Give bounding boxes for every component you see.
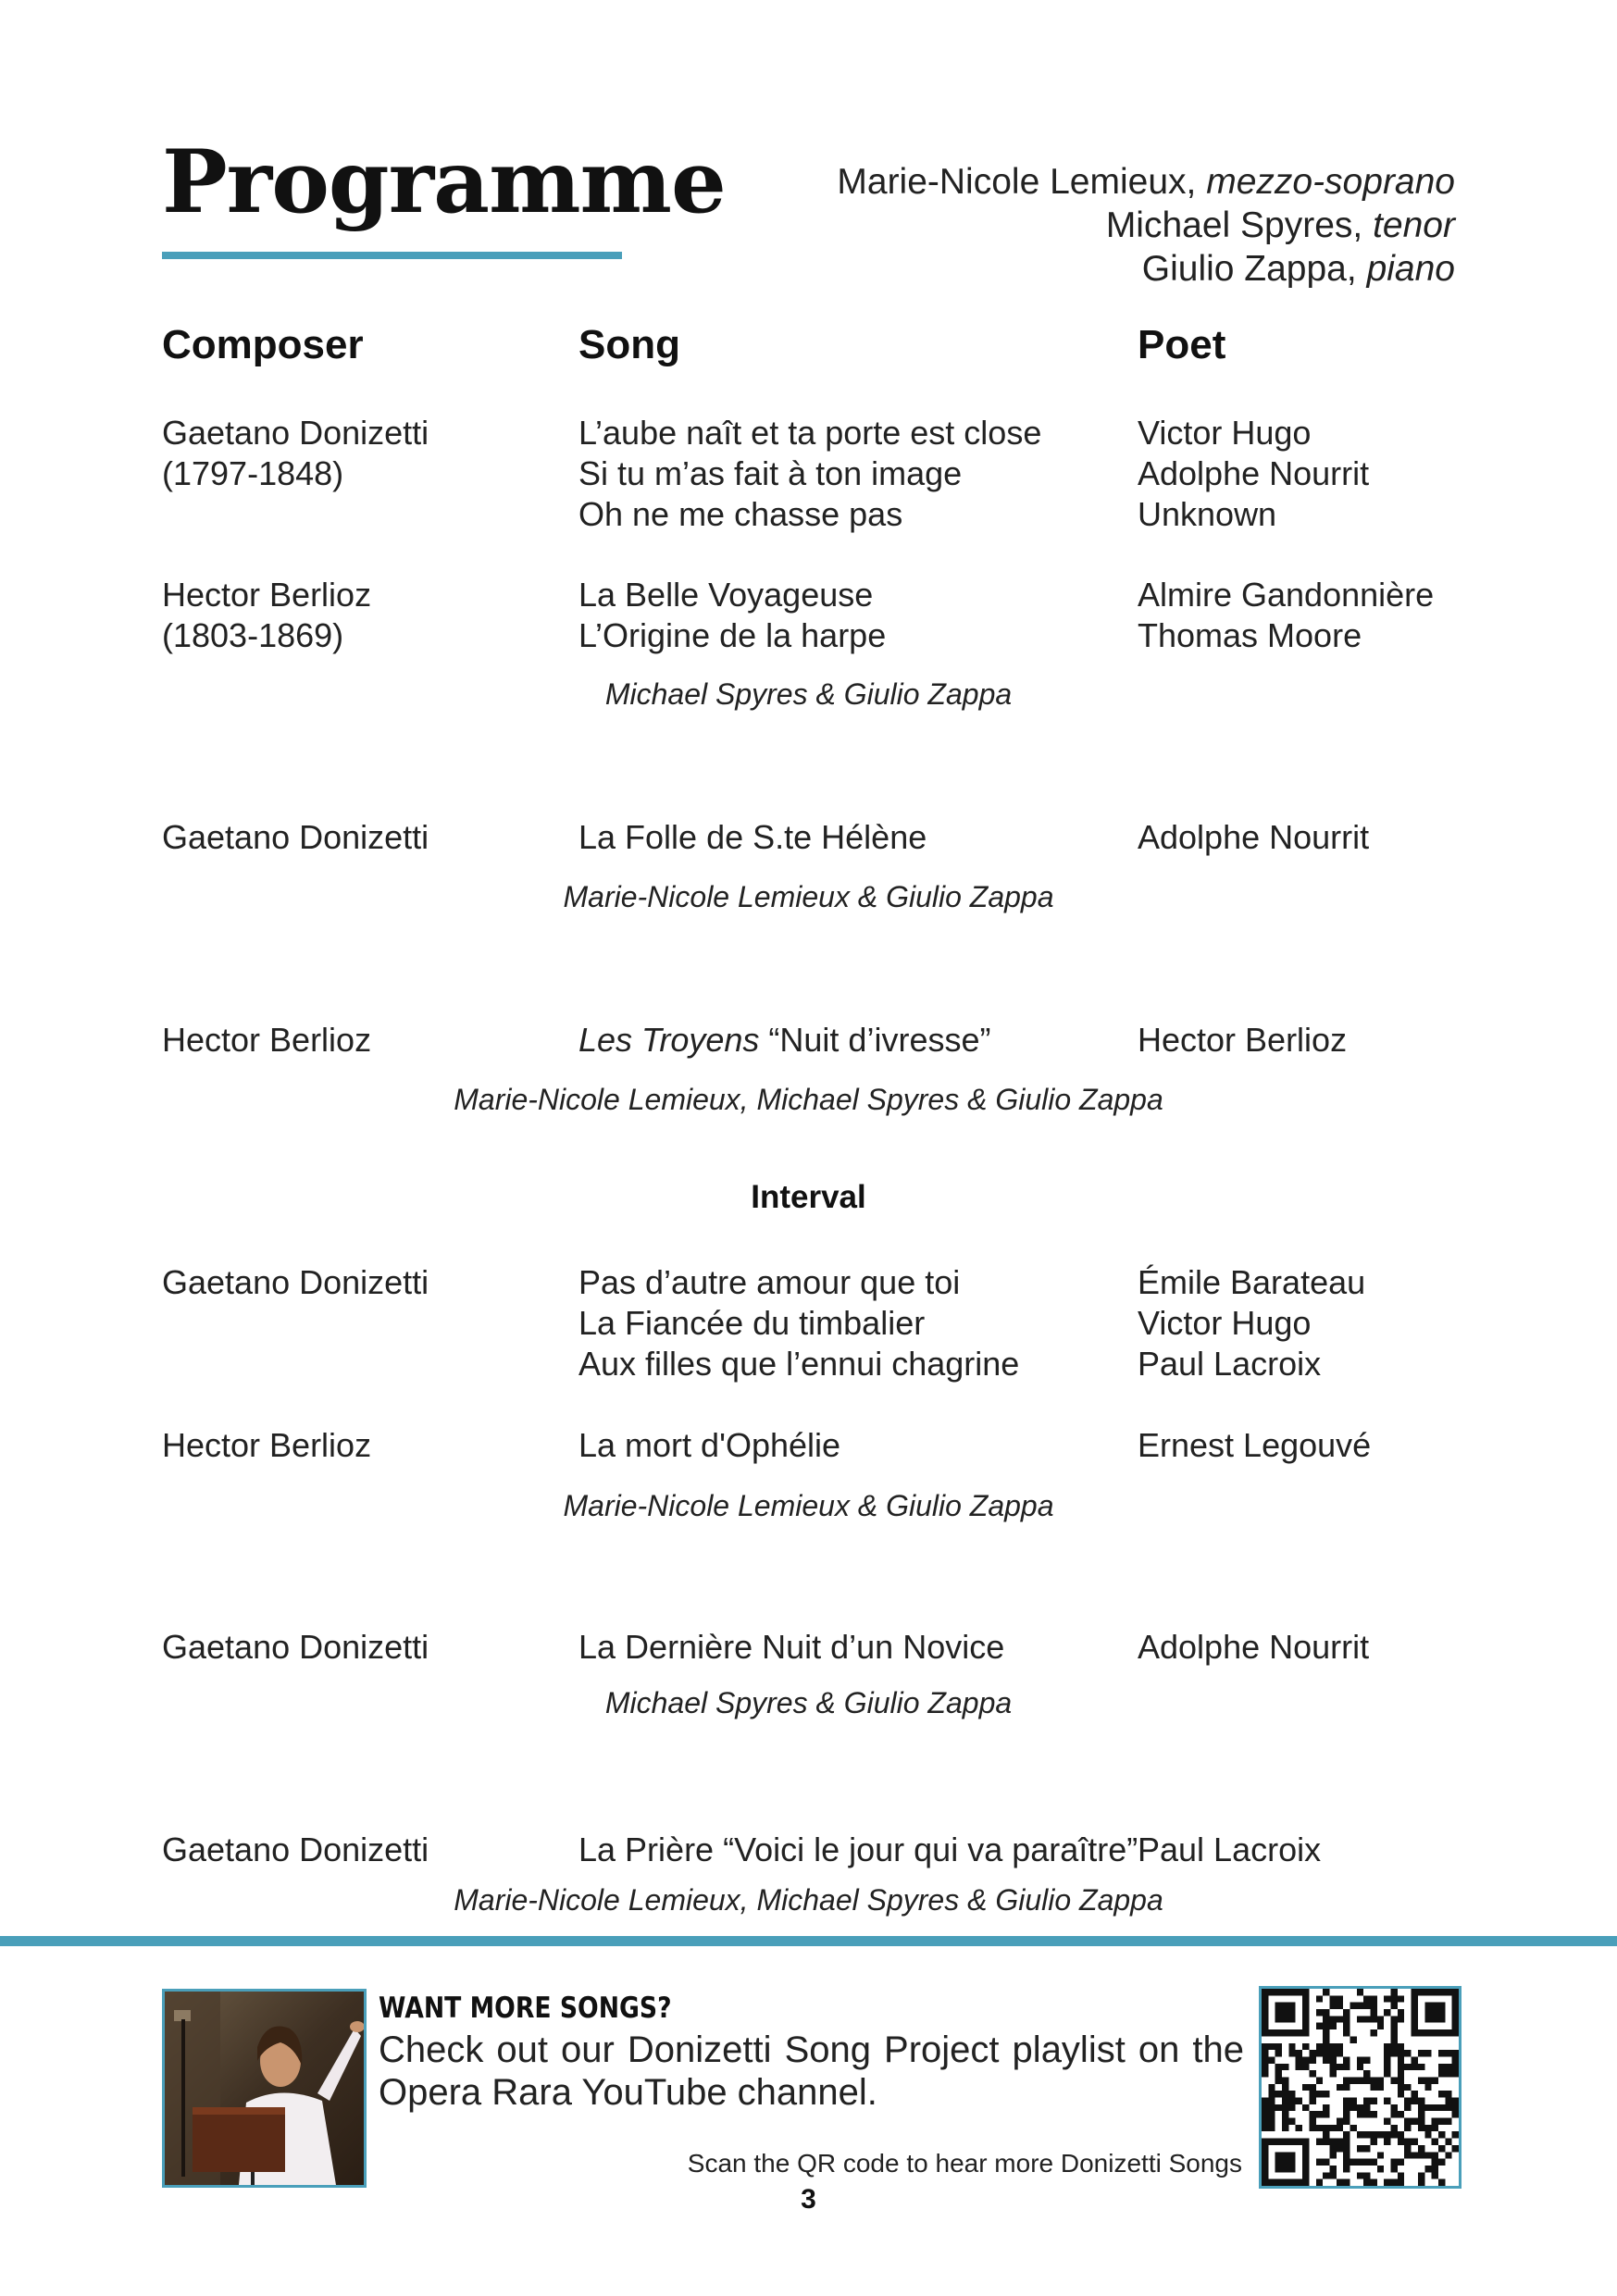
column-header-poet: Poet xyxy=(1138,322,1226,367)
title-underline xyxy=(162,252,622,259)
performer-credit: Michael Spyres & Giulio Zappa xyxy=(604,1686,1013,1719)
promo-heading: WANT MORE SONGS? xyxy=(379,1992,672,2025)
performer-credit: Michael Spyres & Giulio Zappa xyxy=(604,677,1013,711)
qr-caption: Scan the QR code to hear more Donizetti Songs xyxy=(687,2149,1242,2178)
poet-cell: Almire Gandonnière Thomas Moore xyxy=(1138,576,1435,654)
column-header-composer: Composer xyxy=(162,322,364,367)
poet-cell: Émile Barateau Victor Hugo Paul Lacroix xyxy=(1138,1263,1366,1383)
composer-cell: Gaetano Donizetti xyxy=(162,1628,429,1666)
performer-credit: Marie-Nicole Lemieux, Michael Spyres & Giulio Zappa xyxy=(454,1083,1163,1116)
poet-cell: Victor Hugo Adolphe Nourrit Unknown xyxy=(1138,414,1370,533)
performer-line: Giulio Zappa, piano xyxy=(1141,249,1455,289)
composer-cell: Gaetano Donizetti (1797-1848) xyxy=(162,414,429,492)
song-cell: La Belle Voyageuse L’Origine de la harpe xyxy=(578,576,887,654)
performer-credit: Marie-Nicole Lemieux, Michael Spyres & Giulio Zappa xyxy=(454,1883,1163,1917)
page-number: 3 xyxy=(801,2184,816,2215)
composer-cell: Gaetano Donizetti xyxy=(162,818,429,856)
poet-cell: Hector Berlioz xyxy=(1138,1021,1348,1059)
song-cell: Les Troyens “Nuit d’ivresse” xyxy=(578,1021,991,1059)
poet-cell: Adolphe Nourrit xyxy=(1138,1628,1370,1666)
footer-divider xyxy=(0,1936,1617,1946)
performer-credit: Marie-Nicole Lemieux & Giulio Zappa xyxy=(563,880,1054,913)
song-cell: La Folle de S.te Hélène xyxy=(578,818,927,856)
qr-code-image xyxy=(1262,1989,1459,2186)
performer-line: Marie-Nicole Lemieux, mezzo-soprano xyxy=(837,162,1455,202)
song-cell: La Prière “Voici le jour qui va paraître” xyxy=(578,1831,1138,1868)
song-cell: La mort d'Ophélie xyxy=(578,1426,841,1464)
performer-credit: Marie-Nicole Lemieux & Giulio Zappa xyxy=(563,1489,1054,1522)
performer-line: Michael Spyres, tenor xyxy=(1105,205,1455,245)
composer-cell: Hector Berlioz xyxy=(162,1426,372,1464)
column-header-song: Song xyxy=(578,322,680,367)
poet-cell: Adolphe Nourrit xyxy=(1138,818,1370,856)
singer-photo xyxy=(162,1989,367,2188)
page-title: Programme xyxy=(162,131,726,233)
qr-code[interactable] xyxy=(1259,1986,1462,2189)
interval-label: Interval xyxy=(751,1179,866,1215)
composer-cell: Gaetano Donizetti xyxy=(162,1263,429,1301)
composer-cell: Hector Berlioz (1803-1869) xyxy=(162,576,372,654)
song-cell: Pas d’autre amour que toi La Fiancée du timbalier Aux filles que l’ennui chagrine xyxy=(578,1263,1020,1383)
performers-list xyxy=(837,160,1455,291)
composer-cell: Gaetano Donizetti xyxy=(162,1831,429,1868)
poet-cell: Ernest Legouvé xyxy=(1138,1426,1372,1464)
promo-text: Check out our Donizetti Song Project playlist on the Opera Rara YouTube channel. xyxy=(379,2029,1244,2113)
song-cell: L’aube naît et ta porte est close Si tu m’as fait à ton image Oh ne me chasse pas xyxy=(578,414,1042,533)
singer-photo-image xyxy=(165,1992,364,2185)
poet-cell: Paul Lacroix xyxy=(1138,1831,1322,1868)
song-cell: La Dernière Nuit d’un Novice xyxy=(578,1628,1005,1666)
composer-cell: Hector Berlioz xyxy=(162,1021,372,1059)
